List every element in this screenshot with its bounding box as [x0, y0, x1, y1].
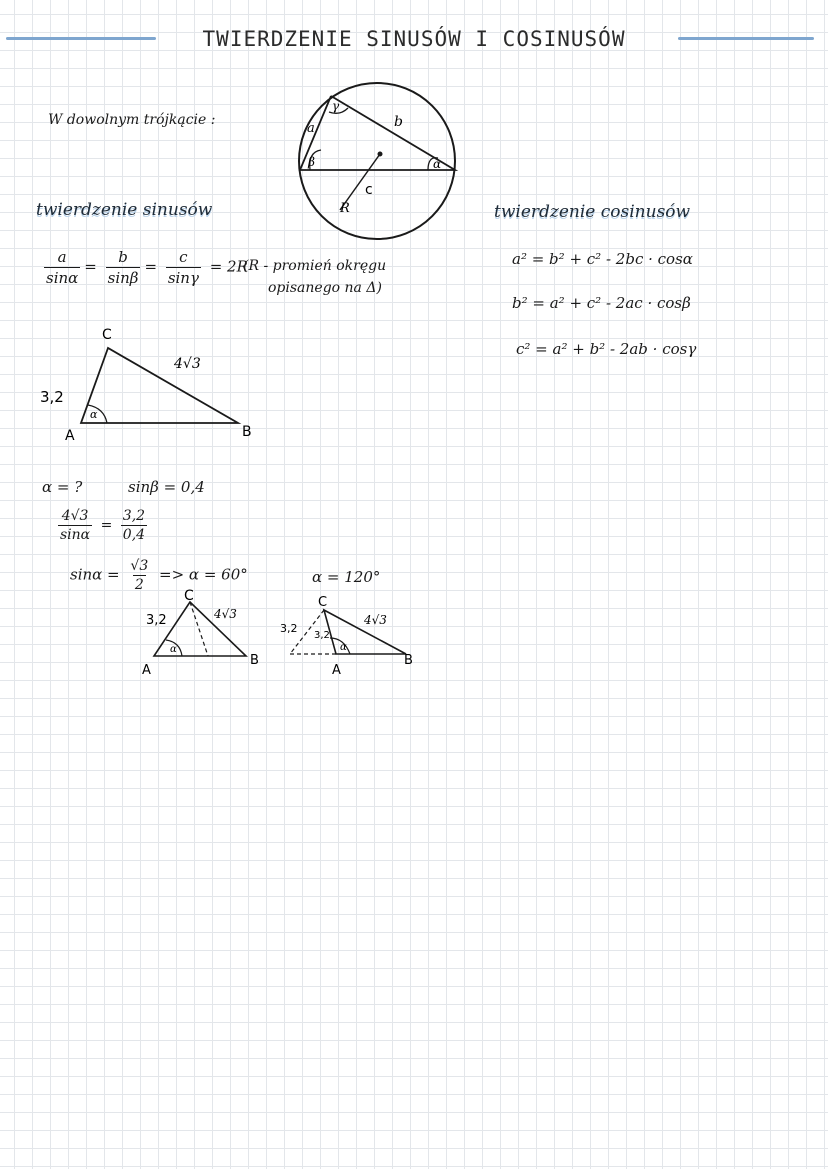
alpha-120: α = 120° [312, 568, 381, 586]
example-angle-label: α [90, 408, 98, 421]
proportion-left: $\frac{4√3}{\sin\alpha}$ [60, 508, 91, 543]
fraction-a: $\frac{a}{\sin\alpha}$ [46, 248, 79, 287]
sin-alpha-result: sinα = $\frac{√3}{2}$ => α = 60° [70, 558, 248, 593]
proportion: $\frac{4√3}{\sin\alpha}$ = $\frac{3,2}{0,4}$ [60, 508, 146, 543]
tri1-vertex-C: C [184, 588, 194, 604]
label-angle-alpha: α [433, 157, 442, 171]
example-vertex-B: B [242, 424, 252, 440]
tri2-angle-label: α [340, 642, 347, 653]
page-title: TWIERDZENIE SINUSÓW I COSINUSÓW [202, 27, 626, 51]
radius-note-line2: opisanego na Δ) [268, 280, 382, 296]
tri2-inner-side: 3,2 [314, 630, 330, 641]
intro-text: W dowolnym trójkącie : [48, 112, 216, 128]
sine-law-result: = 2R [209, 257, 248, 276]
title-rule-right [678, 37, 814, 40]
label-side-c: c [365, 182, 373, 198]
circumcircle-diagram [296, 80, 460, 244]
example-side-CB: 4√3 [174, 356, 201, 372]
tri1-vertex-A: A [142, 663, 151, 678]
tri2-vertex-A: A [332, 663, 341, 678]
cosine-law-heading: twierdzenie cosinusów [494, 202, 691, 222]
sin-alpha-fraction: $\frac{√3}{2}$ [130, 558, 149, 593]
given-sin-beta: sinβ = 0,4 [128, 478, 205, 496]
fraction-c: $\frac{c}{\sin\gamma}$ [167, 248, 199, 287]
alpha-60: => α = 60° [159, 565, 248, 584]
example-vertex-C: C [102, 327, 112, 343]
example-vertex-A: A [65, 428, 75, 444]
label-side-a: a [307, 121, 315, 136]
tri2-vertex-B: B [404, 653, 413, 668]
triangle-obtuse [278, 594, 428, 680]
unknown-angle: α = ? [42, 478, 83, 496]
triangle-acute [136, 588, 266, 678]
sine-law-heading: twierdzenie sinusów [36, 200, 213, 220]
label-side-b: b [394, 114, 403, 130]
cosine-law-b: b² = a² + c² - 2ac · cosβ [512, 294, 691, 312]
example-triangle-shape [81, 348, 238, 423]
tri1-right-side: 4√3 [214, 607, 237, 621]
tri1-angle-label: α [170, 644, 177, 655]
cosine-law-a: a² = b² + c² - 2bc · cosα [512, 250, 693, 268]
tri2-vertex-C: C [318, 595, 328, 610]
tri2-left-side: 3,2 [280, 622, 298, 635]
proportion-right: $\frac{3,2}{0,4}$ [122, 508, 146, 543]
tri1-vertex-B: B [250, 653, 259, 668]
circle-center [378, 152, 383, 157]
sine-law-formula: $\frac{a}{\sin\alpha}$ = $\frac{b}{\sin\beta}$ = $\frac{c}{\sin\gamma}$ = 2R [46, 248, 248, 287]
label-radius-R: R [340, 201, 350, 216]
cosine-law-c: c² = a² + b² - 2ab · cosγ [516, 340, 697, 358]
fraction-b: $\frac{b}{\sin\beta}$ [107, 248, 139, 287]
tri1-left-side: 3,2 [146, 613, 167, 628]
label-angle-beta: β [308, 155, 315, 169]
tri2-right-side: 4√3 [364, 613, 387, 627]
circumcircle [299, 83, 455, 239]
example-side-AC: 3,2 [40, 388, 64, 406]
example-triangle [40, 322, 270, 448]
label-angle-gamma: γ [332, 99, 340, 113]
radius-note-line1: (R - promień okręgu [243, 258, 387, 274]
